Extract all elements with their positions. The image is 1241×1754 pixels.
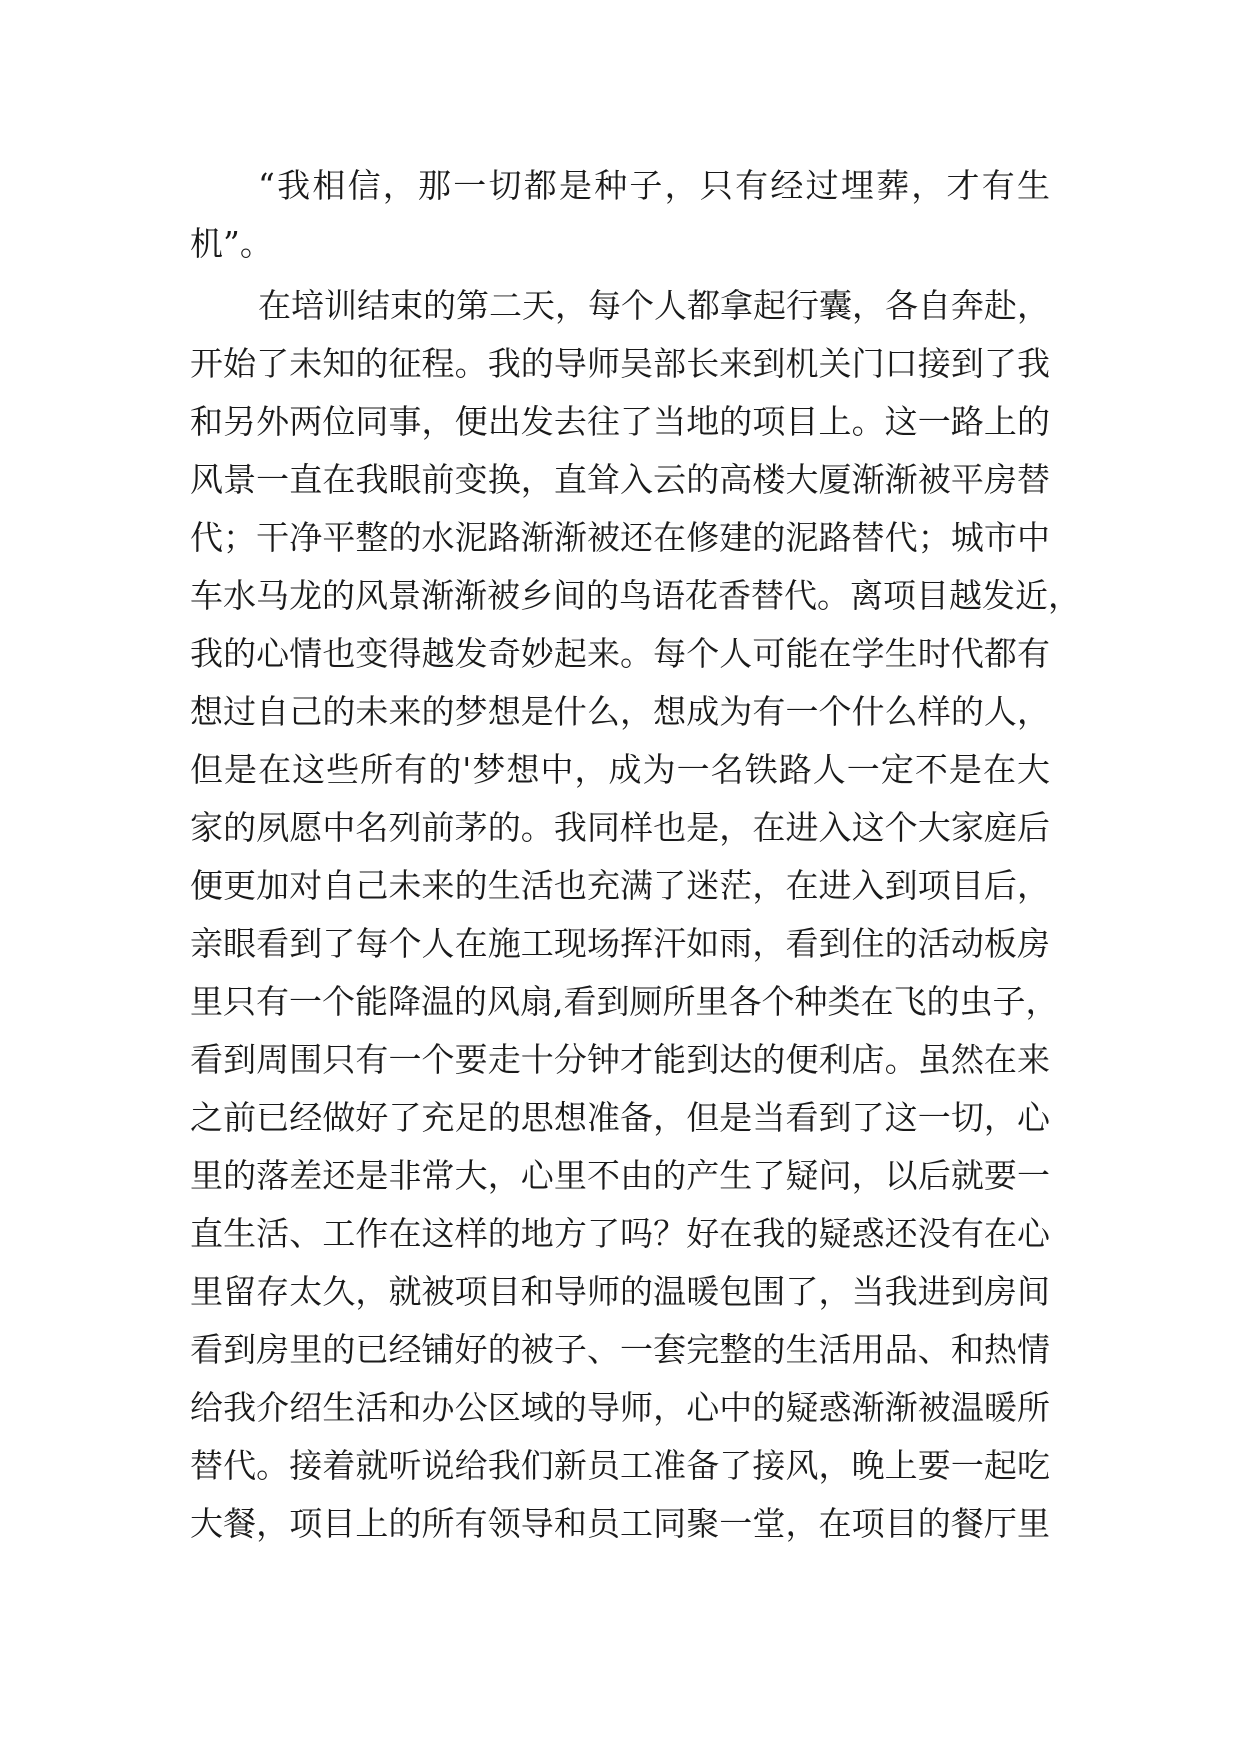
paragraph-2-line-4: 风景一直在我眼前变换，直耸入云的高楼大厦渐渐被平房替 bbox=[190, 460, 1050, 499]
paragraph-2-line-20: 给我介绍生活和办公区域的导师，心中的疑惑渐渐被温暖所 bbox=[190, 1388, 1050, 1427]
paragraph-2-line-6: 车水马龙的风景渐渐被乡间的鸟语花香替代。离项目越发近， bbox=[190, 576, 1081, 615]
paragraph-2-line-14: 看到周围只有一个要走十分钟才能到达的便利店。虽然在来 bbox=[190, 1040, 1050, 1079]
paragraph-2-line-3: 和另外两位同事，便出发去往了当地的项目上。这一路上的 bbox=[190, 402, 1050, 441]
paragraph-2-line-22: 大餐，项目上的所有领导和员工同聚一堂，在项目的餐厅里 bbox=[190, 1504, 1050, 1543]
paragraph-2-line-2: 开始了未知的征程。我的导师吴部长来到机关门口接到了我 bbox=[190, 344, 1050, 383]
paragraph-2-line-11: 便更加对自己未来的生活也充满了迷茫，在进入到项目后， bbox=[190, 866, 1050, 905]
paragraph-2-line-15: 之前已经做好了充足的思想准备，但是当看到了这一切，心 bbox=[190, 1098, 1050, 1137]
paragraph-2-line-7: 我的心情也变得越发奇妙起来。每个人可能在学生时代都有 bbox=[190, 634, 1050, 673]
paragraph-2-line-13: 里只有一个能降温的风扇,看到厕所里各个种类在飞的虫子， bbox=[190, 982, 1059, 1021]
paragraph-2-line-8: 想过自己的未来的梦想是什么，想成为有一个什么样的人， bbox=[190, 692, 1050, 731]
paragraph-2-line-16: 里的落差还是非常大，心里不由的产生了疑问，以后就要一 bbox=[190, 1156, 1050, 1195]
paragraph-2-line-5: 代；干净平整的水泥路渐渐被还在修建的泥路替代；城市中 bbox=[190, 518, 1050, 557]
paragraph-2-line-19: 看到房里的已经铺好的被子、一套完整的生活用品、和热情 bbox=[190, 1330, 1050, 1369]
paragraph-1-line-2: 机”。 bbox=[190, 224, 273, 263]
paragraph-2-line-17: 直生活、工作在这样的地方了吗？好在我的疑惑还没有在心 bbox=[190, 1214, 1050, 1253]
paragraph-2-line-18: 里留存太久，就被项目和导师的温暖包围了，当我进到房间 bbox=[190, 1272, 1050, 1311]
paragraph-2-line-1: 在培训结束的第二天，每个人都拿起行囊，各自奔赴， bbox=[258, 286, 1050, 325]
paragraph-2-line-10: 家的夙愿中名列前茅的。我同样也是，在进入这个大家庭后 bbox=[190, 808, 1050, 847]
paragraph-1-line-1: “我相信，那一切都是种子，只有经过埋葬，才有生 bbox=[258, 166, 1050, 205]
paragraph-2-line-9: 但是在这些所有的'梦想中，成为一名铁路人一定不是在大 bbox=[190, 750, 1050, 789]
paragraph-2-line-21: 替代。接着就听说给我们新员工准备了接风，晚上要一起吃 bbox=[190, 1446, 1050, 1485]
paragraph-2-line-12: 亲眼看到了每个人在施工现场挥汗如雨，看到住的活动板房 bbox=[190, 924, 1050, 963]
